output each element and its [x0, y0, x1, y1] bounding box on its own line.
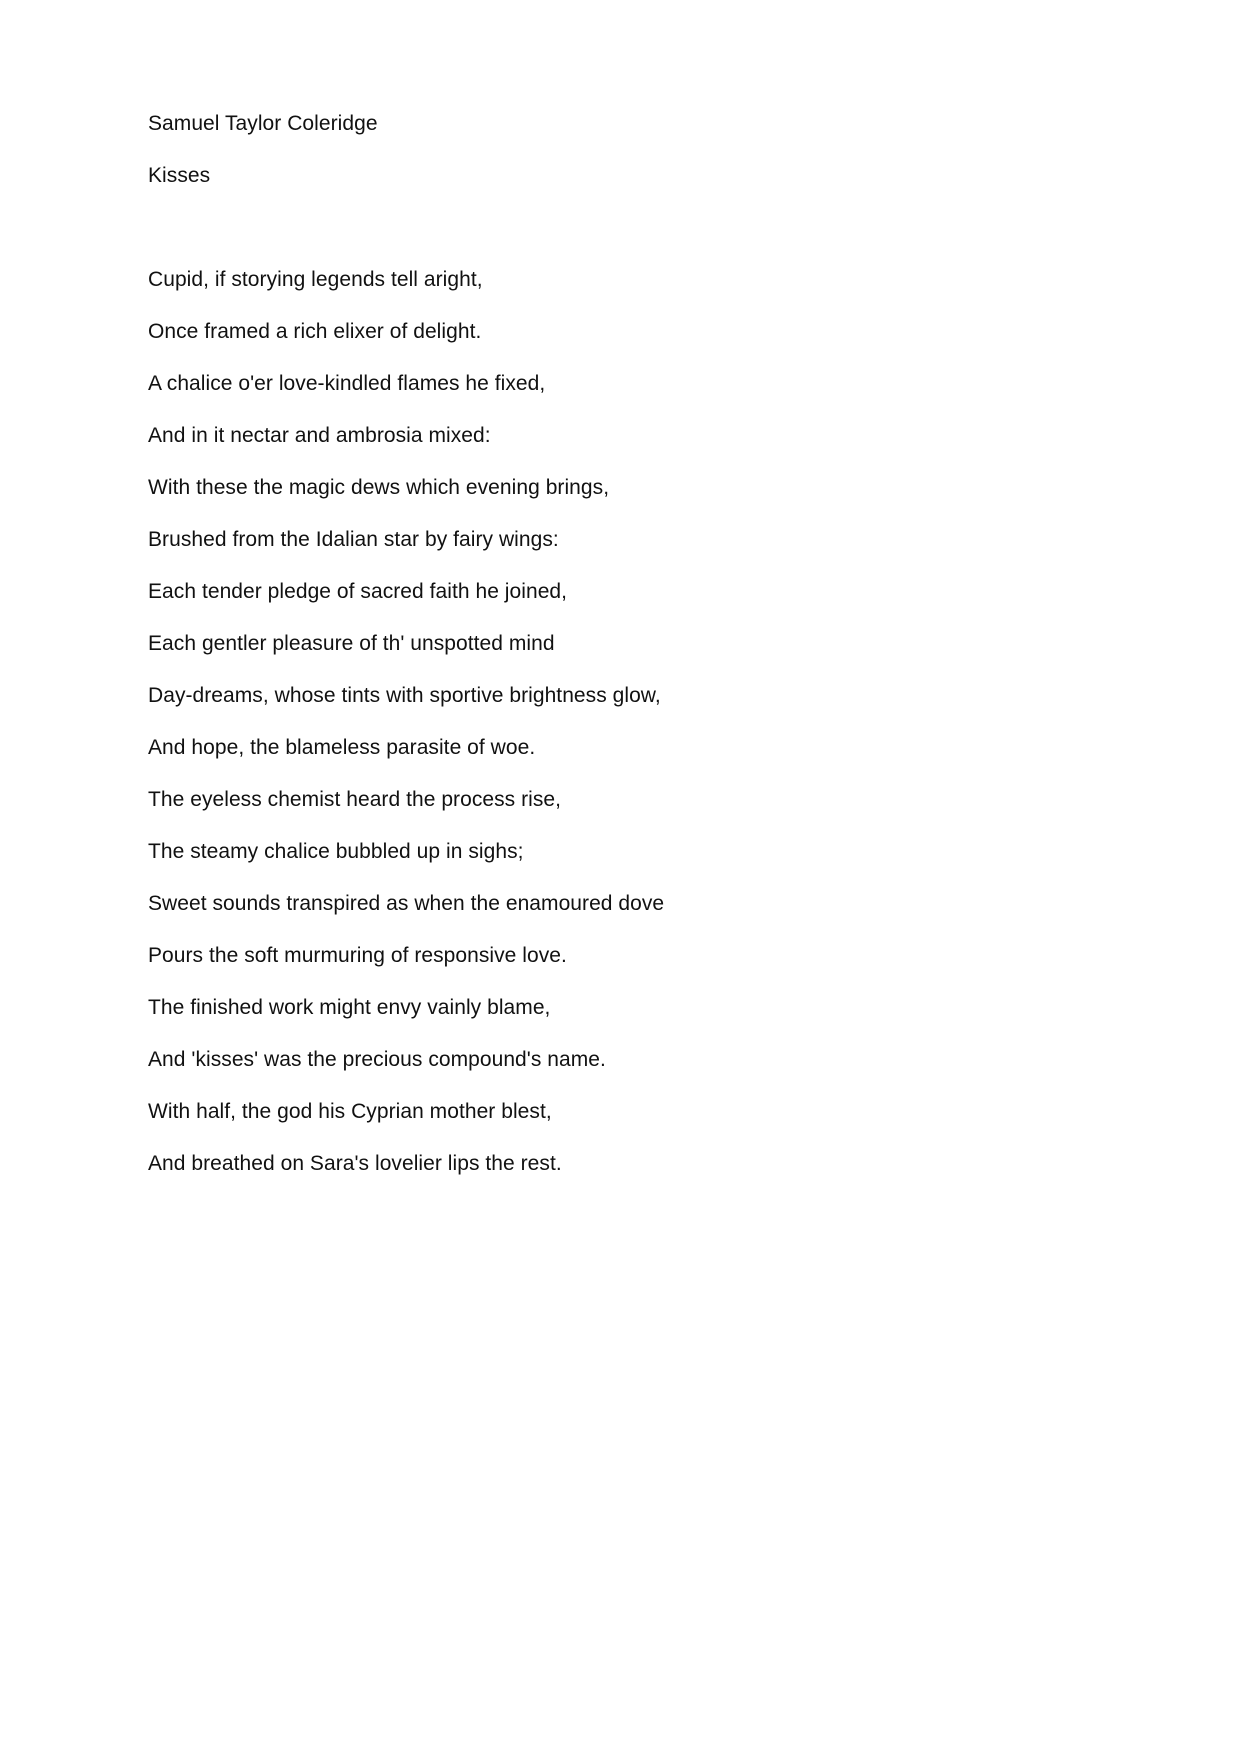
poem-line: Day-dreams, whose tints with sportive brightness glow,	[148, 684, 661, 707]
poem-line: And 'kisses' was the precious compound's name.	[148, 1048, 606, 1071]
poem-line: And breathed on Sara's lovelier lips the rest.	[148, 1152, 562, 1175]
poem-line: Sweet sounds transpired as when the enamoured dove	[148, 892, 665, 915]
poem-line: Once framed a rich elixer of delight.	[148, 320, 482, 343]
poem-line: Pours the soft murmuring of responsive love.	[148, 944, 567, 967]
poem-text	[148, 267, 1128, 1176]
poem-line: With half, the god his Cyprian mother blest,	[148, 1100, 552, 1123]
poem-line: Brushed from the Idalian star by fairy wings:	[148, 528, 559, 551]
poem-line: The finished work might envy vainly blame,	[148, 996, 551, 1019]
poem-line: And hope, the blameless parasite of woe.	[148, 736, 536, 759]
poem-line: The steamy chalice bubbled up in sighs;	[148, 840, 524, 863]
poem-line: Each tender pledge of sacred faith he joined,	[148, 580, 568, 603]
document-body	[148, 111, 1128, 1176]
poem-line: A chalice o'er love-kindled flames he fixed,	[148, 372, 546, 395]
author-name: Samuel Taylor Coleridge	[148, 112, 378, 135]
poem-line: The eyeless chemist heard the process rise,	[148, 788, 562, 811]
poem-line: Cupid, if storying legends tell aright,	[148, 268, 483, 291]
poem-line: Each gentler pleasure of th' unspotted mind	[148, 632, 555, 655]
poem-line: And in it nectar and ambrosia mixed:	[148, 424, 491, 447]
poem-line: With these the magic dews which evening brings,	[148, 476, 610, 499]
poem-title: Kisses	[148, 164, 211, 187]
